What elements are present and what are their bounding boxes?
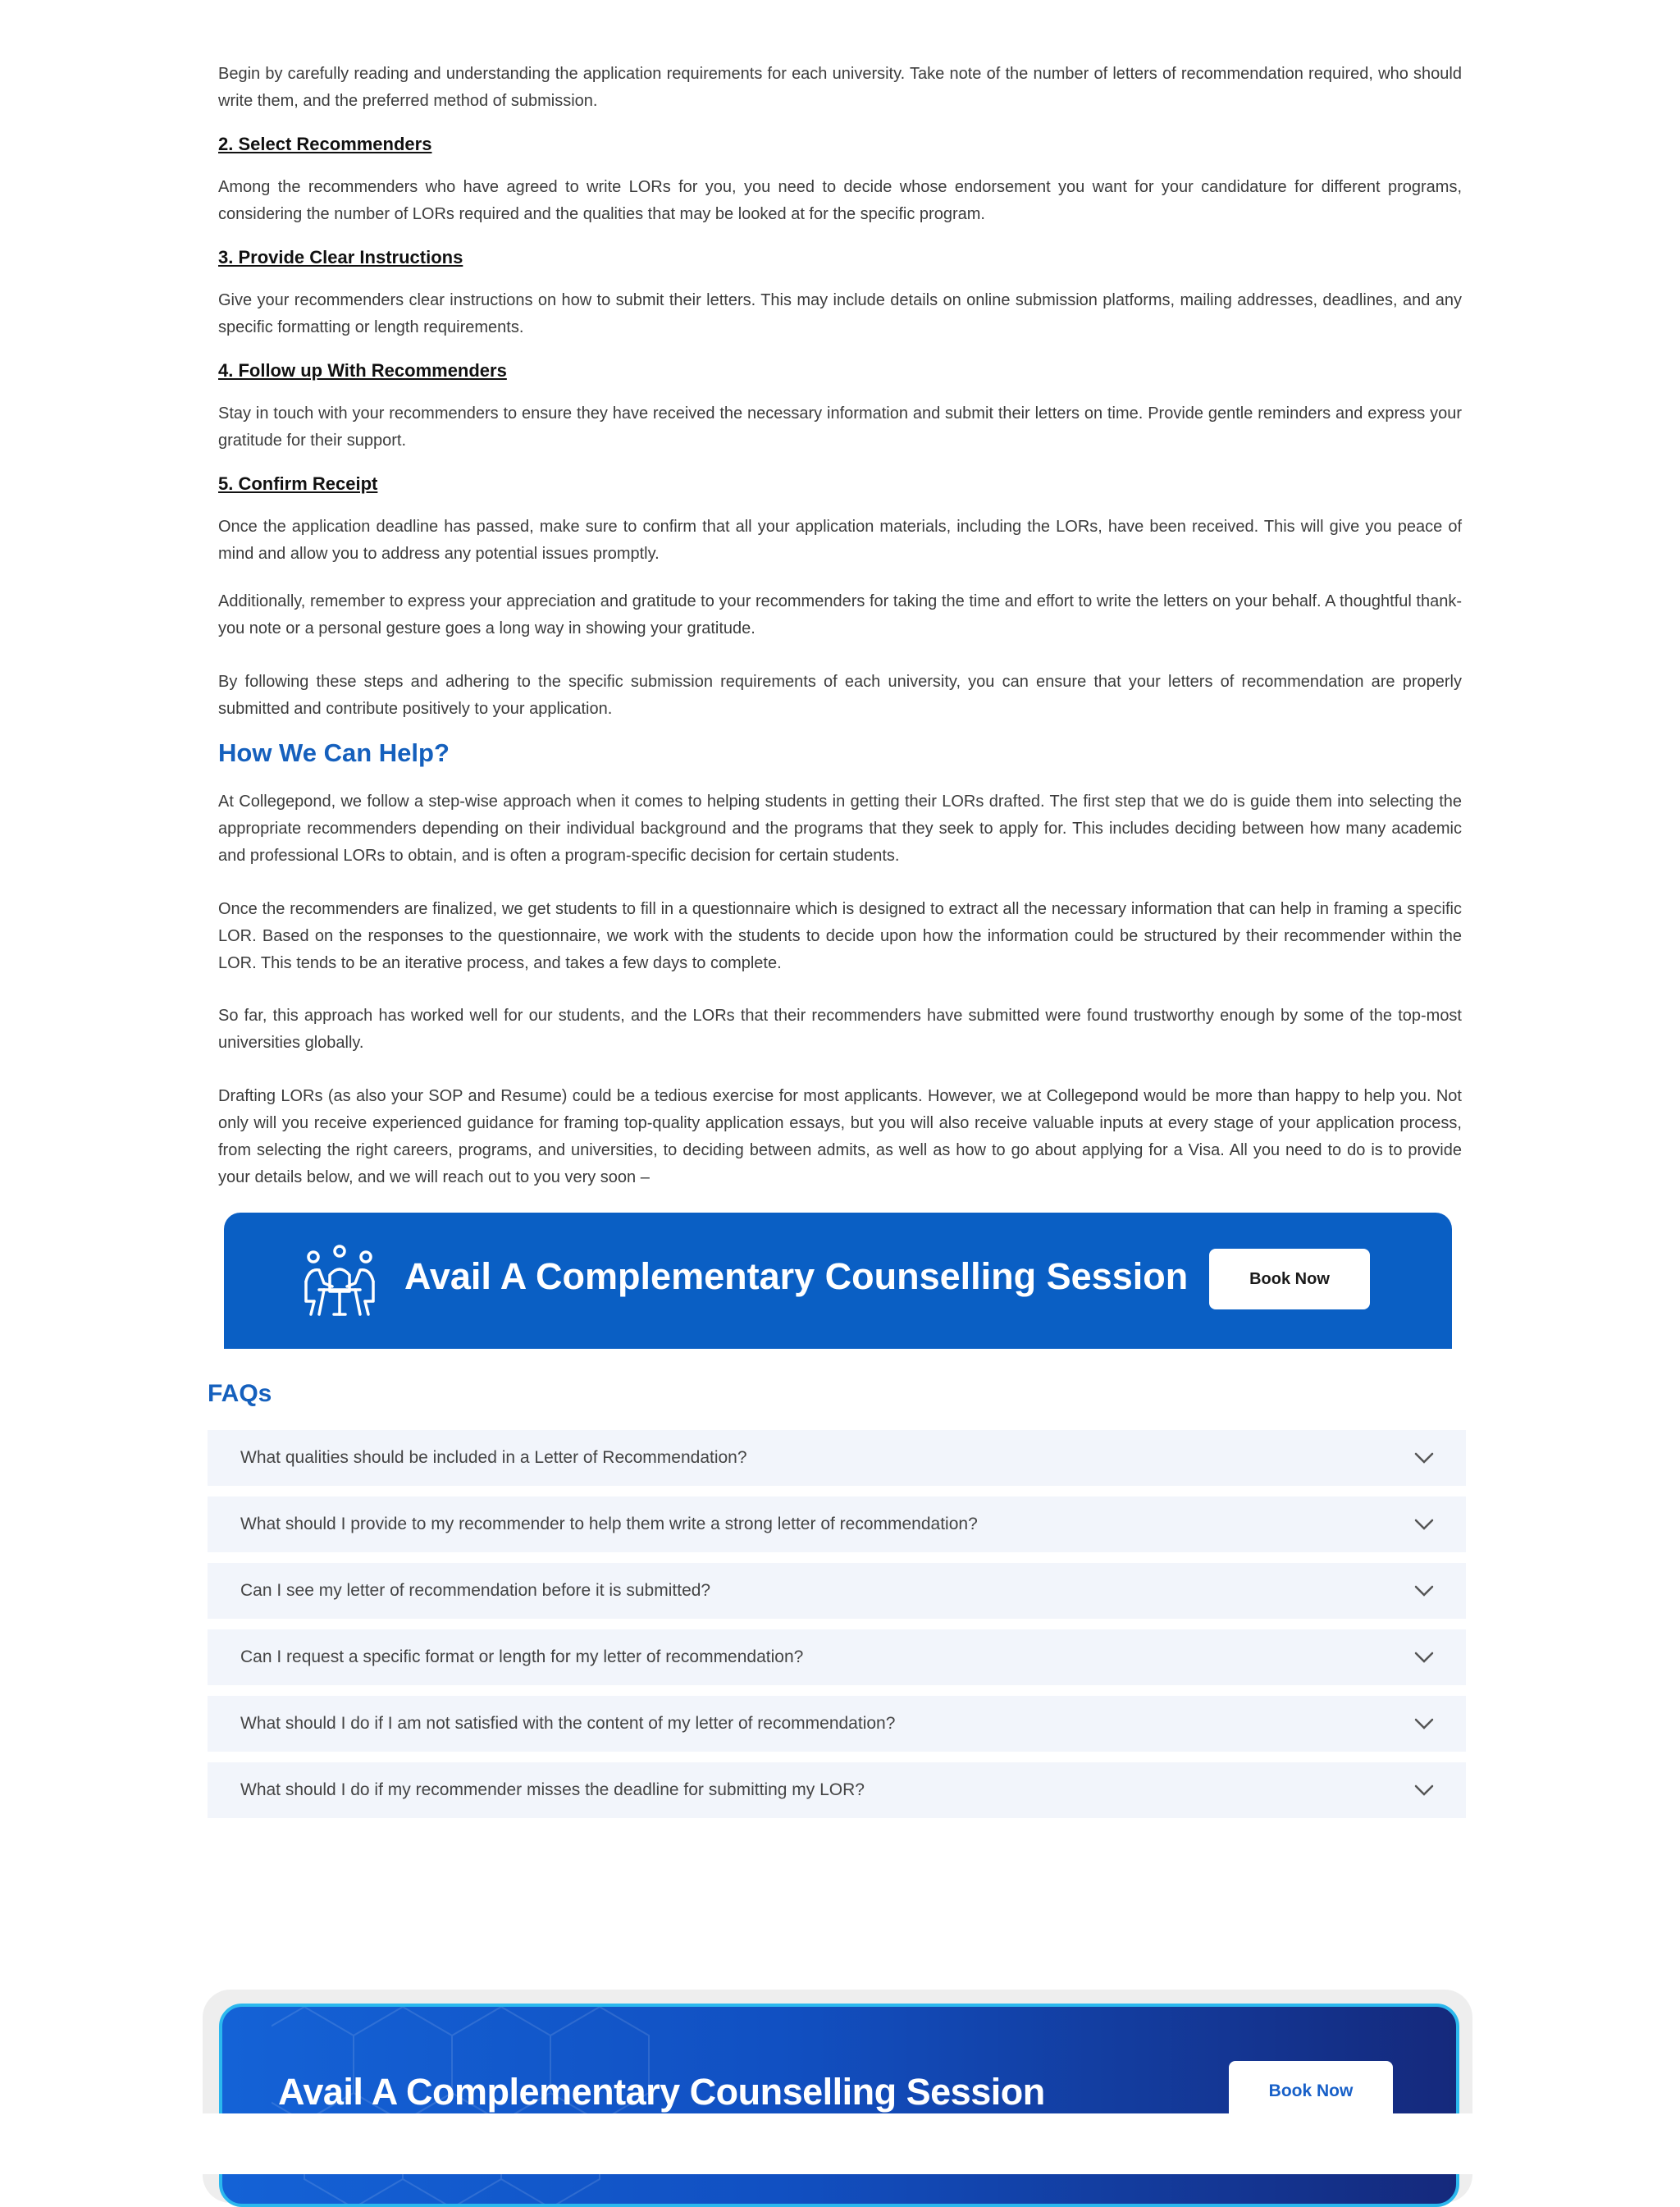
counselling-group-icon — [303, 1244, 377, 1318]
book-now-button[interactable]: Book Now — [1209, 1249, 1370, 1309]
chevron-down-icon — [1413, 1649, 1435, 1666]
paragraph: Once the recommenders are finalized, we get students to fill in a questionnaire which is designed to extract all the necessary information that can help in framing a specific LOR. Based on the responses to the questionnaire, we work with the students to decide upon how the information could be structured by their recommender within the LOR. This tends to be an iterative process, and takes a few days to complete. — [218, 900, 1462, 972]
step-text: Give your recommenders clear instructions on how to submit their letters. This may include details on online submission platforms, mailing addresses, deadlines, and any specific formatting or length requirements. — [218, 291, 1462, 336]
chevron-down-icon — [1413, 1450, 1435, 1466]
paragraph: At Collegepond, we follow a step-wise approach when it comes to helping students in getting their LORs drafted. The first step that we do is guide them into selecting the appropriate recommenders depending on their individual background and the programs that they seek to apply for. This includes deciding between how many academic and professional LORs to obtain, and is often a program-specific decision for certain students. — [218, 793, 1462, 865]
sticky-book-now-button[interactable]: Book Now — [1229, 2061, 1393, 2122]
help-paragraph-2 — [218, 896, 1462, 977]
closing-paragraph — [218, 669, 1462, 723]
step-text: Once the application deadline has passed, make sure to confirm that all your application materials, including the LORs, have been received. This will give you peace of mind and allow you to address any potential issues promptly. — [218, 518, 1462, 563]
faq-question: Can I request a specific format or length for my letter of recommendation? — [240, 1647, 804, 1666]
step-5 — [218, 473, 1462, 495]
paragraph: Drafting LORs (as also your SOP and Resume) could be a tedious exercise for most applicants. However, we at Collegepond would be more than happy to help you. Not only will you receive experienced guidance for framing top-quality application essays, but you will also receive valuable inputs at every stage of your application process, from selecting the right careers, programs, and universities, to deciding between admits, as well as how to go about applying for a Visa. All you need to do is to provide your details below, and we will reach out to you very soon – — [218, 1087, 1462, 1186]
faq-list — [208, 1430, 1466, 1829]
step-text: Among the recommenders who have agreed to write LORs for you, you need to decide whose endorsement you want for your candidature for different programs, considering the number of LORs required and the qualities that may be looked at for the specific program. — [218, 178, 1462, 223]
step-heading: 5. Confirm Receipt — [218, 473, 378, 494]
page-bottom-margin — [0, 2113, 1680, 2174]
counselling-cta-banner — [224, 1213, 1452, 1349]
step-4 — [218, 360, 1462, 382]
step-5-body — [218, 514, 1462, 568]
step-text: Stay in touch with your recommenders to ensure they have received the necessary information and submit their letters on time. Provide gentle reminders and express your gratitude for their support. — [218, 404, 1462, 450]
additional-paragraph — [218, 588, 1462, 642]
step-3-body — [218, 287, 1462, 341]
faq-question: What qualities should be included in a Letter of Recommendation? — [240, 1448, 747, 1467]
step-2 — [218, 134, 1462, 155]
help-section-title: How We Can Help? — [218, 738, 450, 767]
faq-item[interactable] — [208, 1762, 1466, 1818]
step-heading: 3. Provide Clear Instructions — [218, 247, 463, 267]
chevron-down-icon — [1413, 1583, 1435, 1599]
help-paragraph-4 — [218, 1083, 1462, 1191]
faq-item[interactable] — [208, 1496, 1466, 1552]
help-paragraph-1 — [218, 788, 1462, 870]
sticky-cta-banner — [219, 2004, 1459, 2207]
step-heading: 4. Follow up With Recommenders — [218, 360, 507, 381]
faq-question: What should I do if I am not satisfied with the content of my letter of recommendation? — [240, 1714, 896, 1733]
step-2-body — [218, 174, 1462, 228]
help-paragraph-3 — [218, 1003, 1462, 1057]
paragraph: So far, this approach has worked well for our students, and the LORs that their recommenders have submitted were found trustworthy enough by some of the top-most universities globally. — [218, 1007, 1462, 1052]
intro-section — [218, 61, 1462, 115]
paragraph: Additionally, remember to express your appreciation and gratitude to your recommenders for taking the time and effort to write the letters on your behalf. A thoughtful thank-you note or a personal gesture goes a long way in showing your gratitude. — [218, 592, 1462, 637]
intro-paragraph: Begin by carefully reading and understanding the application requirements for each university. Take note of the number of letters of recommendation required, who should write them, and the preferred method of submission. — [218, 65, 1462, 110]
sticky-cta-title: Avail A Complementary Counselling Session — [278, 2071, 1045, 2113]
chevron-down-icon — [1413, 1716, 1435, 1732]
faq-question: What should I do if my recommender misses the deadline for submitting my LOR? — [240, 1780, 865, 1799]
faq-item[interactable] — [208, 1563, 1466, 1619]
faq-item[interactable] — [208, 1430, 1466, 1486]
step-heading: 2. Select Recommenders — [218, 134, 432, 154]
faq-item[interactable] — [208, 1696, 1466, 1752]
faq-item[interactable] — [208, 1629, 1466, 1685]
step-3 — [218, 247, 1462, 268]
faq-question: Can I see my letter of recommendation before it is submitted? — [240, 1581, 711, 1600]
chevron-down-icon — [1413, 1516, 1435, 1533]
faq-title: FAQs — [208, 1380, 272, 1407]
faq-question: What should I provide to my recommender to help them write a strong letter of recommendation? — [240, 1515, 978, 1533]
paragraph: By following these steps and adhering to the specific submission requirements of each university, you can ensure that your letters of recommendation are properly submitted and contribute positively to your application. — [218, 673, 1462, 718]
step-4-body — [218, 400, 1462, 455]
chevron-down-icon — [1413, 1782, 1435, 1798]
cta-title: Avail A Complementary Counselling Session — [404, 1255, 1189, 1297]
